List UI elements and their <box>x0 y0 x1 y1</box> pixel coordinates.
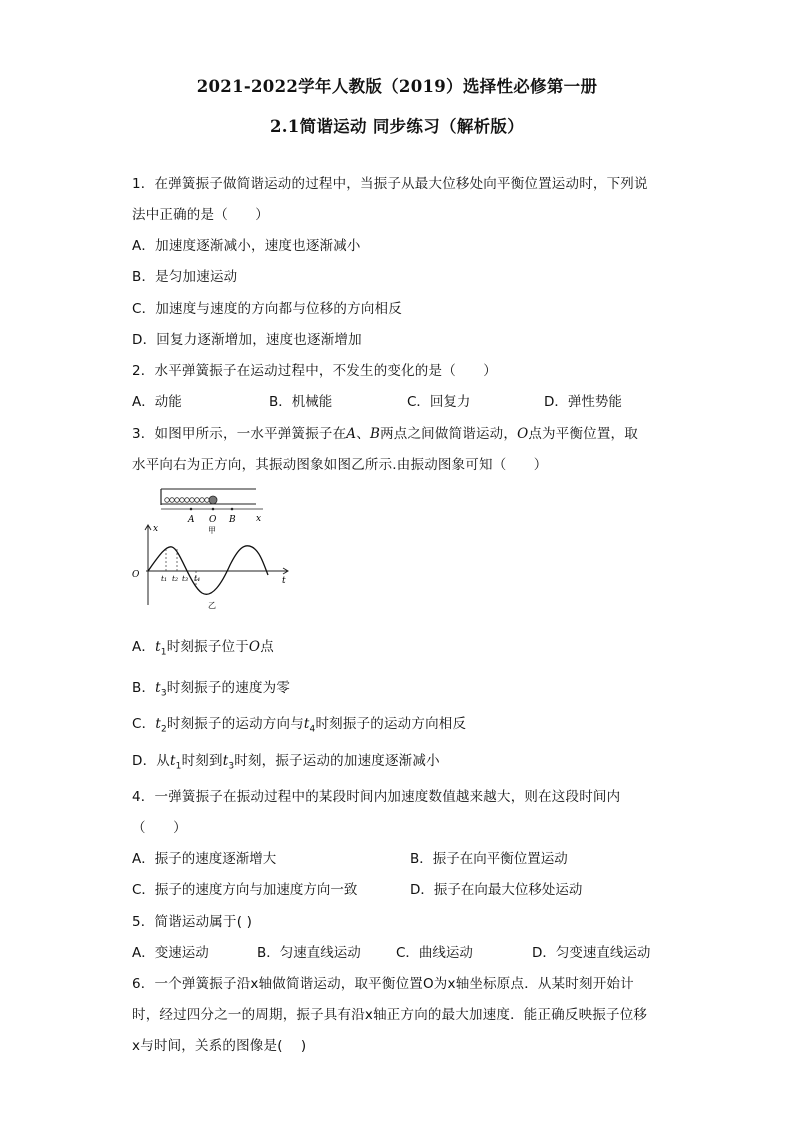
label-b: B <box>229 515 236 525</box>
q1-stem-line1: 1．在弹簧振子做简谐运动的过程中，当振子从最大位移处向平衡位置运动时，下列说 <box>132 176 648 192</box>
vibration-graph <box>132 524 288 610</box>
label-a: A <box>188 515 195 525</box>
label-o: O <box>209 515 217 525</box>
axis-x-label-top: x <box>256 514 262 524</box>
q2-option-b: B．机械能 <box>269 394 333 410</box>
point-o-label: O <box>517 426 529 442</box>
q1-option-c: C．加速度与速度的方向都与位移的方向相反 <box>132 301 402 317</box>
q4-option-b: B．振子在向平衡位置运动 <box>410 851 568 867</box>
q4-option-a: A．振子的速度逐渐增大 <box>132 851 277 867</box>
q3-option-b: B．$t_3$时刻振子的速度为零 <box>132 680 291 699</box>
q1-stem-line2: 法中正确的是（ ） <box>132 207 269 223</box>
q6-stem-line1: 6．一个弹簧振子沿x轴做简谐运动，取平衡位置O为x轴坐标原点．从某时刻开始计 <box>132 976 634 992</box>
document-subtitle: 2.1简谐运动 同步练习（解析版） <box>269 117 525 136</box>
graph-t-axis-label: t <box>282 576 286 586</box>
graph-x-axis-label: x <box>153 524 159 534</box>
q5-option-b: B．匀速直线运动 <box>257 945 361 961</box>
tick-t4: t₄ <box>194 574 201 583</box>
q5-option-d: D．匀变速直线运动 <box>532 945 651 961</box>
spring-oscillator-diagram <box>161 489 263 535</box>
q3-option-c: C．$t_2$时刻振子的运动方向与$t_4$时刻振子的运动方向相反 <box>132 716 467 735</box>
document-title: 2021-2022学年人教版（2019）选择性必修第一册 <box>196 77 598 96</box>
point-a-label: A <box>346 426 357 442</box>
q1-option-b: B．是匀加速运动 <box>132 269 238 285</box>
spring <box>165 498 210 503</box>
graph-origin-label: O <box>132 570 140 580</box>
q3-option-a: A．$t_1$时刻振子位于O点 <box>132 639 274 658</box>
q2-option-d: D．弹性势能 <box>544 394 622 410</box>
q3-stem-line1: 3．如图甲所示，一水平弹簧振子在A、B两点之间做简谐运动，O点为平衡位置，取 <box>132 426 638 442</box>
oscillator-ball <box>209 496 217 504</box>
q1-option-a: A．加速度逐渐减小，速度也逐渐减小 <box>132 238 361 254</box>
q4-option-d: D．振子在向最大位移处运动 <box>410 882 583 898</box>
q6-stem-line3: x与时间，关系的图像是( ) <box>132 1038 307 1054</box>
q2-option-c: C．回复力 <box>407 394 471 410</box>
caption-jia: 甲 <box>208 526 216 535</box>
q4-stem-line2: （ ） <box>132 820 187 836</box>
q2-stem: 2．水平弹簧振子在运动过程中，不发生的变化的是（ ） <box>132 363 497 379</box>
tick-t1: t₁ <box>161 574 168 583</box>
q2-option-a: A．动能 <box>132 394 182 410</box>
q3-stem-line2: 水平向右为正方向，其振动图象如图乙所示.由振动图象可知（ ） <box>132 457 548 473</box>
q4-option-c: C．振子的速度方向与加速度方向一致 <box>132 882 358 898</box>
q3-figure <box>128 485 293 610</box>
q5-stem: 5．简谐运动属于( ) <box>132 914 253 930</box>
q3-option-d: D．从$t_1$时刻到$t_3$时刻，振子运动的加速度逐渐减小 <box>132 753 440 772</box>
q4-stem-line1: 4．一弹簧振子在振动过程中的某段时间内加速度数值越来越大，则在这段时间内 <box>132 789 621 805</box>
q1-option-d: D．回复力逐渐增加，速度也逐渐增加 <box>132 332 362 348</box>
tick-t3: t₃ <box>182 574 189 583</box>
q6-stem-line2: 时，经过四分之一的周期，振子具有沿x轴正方向的最大加速度．能正确反映振子位移 <box>132 1007 648 1023</box>
point-b-label: B <box>369 426 381 442</box>
caption-yi: 乙 <box>208 601 216 610</box>
q5-option-c: C．曲线运动 <box>396 945 473 961</box>
q5-option-a: A．变速运动 <box>132 945 209 961</box>
tick-t2: t₂ <box>172 574 179 583</box>
